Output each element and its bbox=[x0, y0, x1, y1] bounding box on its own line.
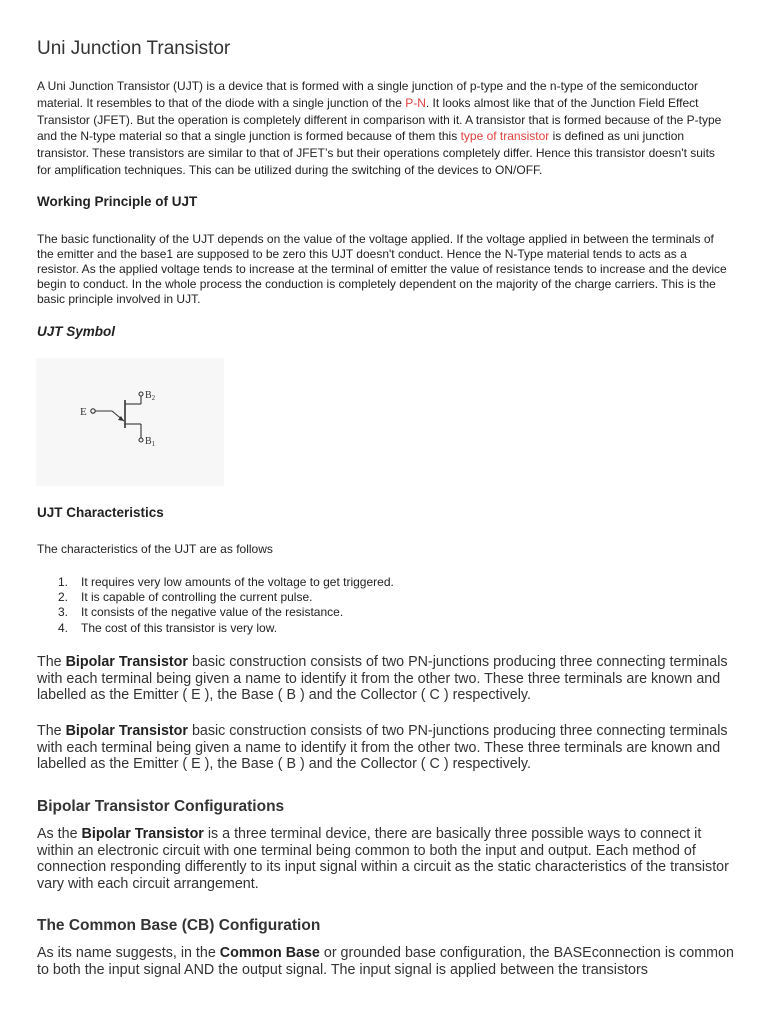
characteristics-list bbox=[37, 575, 394, 636]
ujt-symbol-heading: UJT Symbol bbox=[37, 324, 116, 339]
common-base-paragraph: As its name suggests, in the Common Base or grounded base configuration, the BASEconnection is common to both the input signal AND the output signal. The input signal is applied between the transistors bbox=[37, 945, 734, 978]
list-item: 3. It consists of the negative value of the resistance. bbox=[58, 605, 344, 620]
list-item: 2. It is capable of controlling the current pulse. bbox=[58, 590, 313, 605]
b1-terminal bbox=[139, 438, 143, 442]
ujt-symbol-figure bbox=[36, 358, 224, 486]
b2-terminal bbox=[139, 392, 143, 396]
bipolar-paragraph-2: The Bipolar Transistor basic construction consists of two PN-junctions producing three connecting terminals with each terminal being given a name to identify it from the other two. These three terminals are known and labelled as the Emitter ( E ), the Base ( B ) and the Collector ( C ) respectively. bbox=[37, 723, 728, 772]
ujt-symbol-diagram bbox=[36, 358, 224, 486]
b1-label: $B_1$ bbox=[145, 436, 156, 448]
page-title: Uni Junction Transistor bbox=[37, 38, 231, 59]
intro-paragraph: A Uni Junction Transistor (UJT) is a device that is formed with a single junction of p-type and the n-type of the semiconductor material. It resembles to that of the diode with a single junction of the P-N. It looks almost like that of the Junction Field Effect Transistor (JFET). But the operation is completely different in comparison with it. A transistor that is formed because of the P-type and the N-type material so that a single junction is formed because of them this type of transistor is defined as uni junction transistor. These transistors are similar to that of JFET’s but their operations completely differ. Hence this transistor doesn't suits for amplification techniques. This can be utilized during the switching of the devices to ON/OFF. bbox=[37, 79, 722, 177]
working-principle-heading: Working Principle of UJT bbox=[37, 194, 198, 209]
characteristics-intro: The characteristics of the UJT are as follows bbox=[37, 542, 273, 556]
list-item: 4. The cost of this transistor is very low. bbox=[58, 620, 278, 635]
bipolar-paragraph-1: The Bipolar Transistor basic construction consists of two PN-junctions producing three connecting terminals with each terminal being given a name to identify it from the other two. These three terminals are known and labelled as the Emitter ( E ), the Base ( B ) and the Collector ( C ) respectively. bbox=[37, 654, 728, 703]
working-principle-paragraph: The basic functionality of the UJT depends on the value of the voltage applied. If the voltage applied in between the terminals of the emitter and the base1 are supposed to be zero this UJT doesn't conduct. Hence the N-Type material tends to acts as a resistor. As the applied voltage tends to increase at the terminal of emitter the value of resistance tends to increase and the device begin to conduct. In the whole process the conduction is completely dependent on the majority of the charge carriers. This is the basic principle involved in UJT. bbox=[37, 232, 727, 306]
p-n-link[interactable]: P-N bbox=[405, 95, 426, 110]
b2-label: $B_2$ bbox=[145, 390, 156, 402]
emitter-label: E bbox=[80, 406, 87, 418]
list-item: 1. It requires very low amounts of the voltage to get triggered. bbox=[58, 575, 394, 589]
ujt-characteristics-heading: UJT Characteristics bbox=[37, 505, 164, 520]
configurations-heading: Bipolar Transistor Configurations bbox=[37, 798, 285, 815]
configurations-paragraph: As the Bipolar Transistor is a three terminal device, there are basically three possible ways to connect it within an electronic circuit with one terminal being common to both the input and output. Each method of connection responding differently to its input signal within a circuit as the static characteristics of the transistor vary with each circuit arrangement. bbox=[37, 826, 729, 892]
type-of-transistor-link[interactable]: type of transistor bbox=[460, 129, 550, 144]
common-base-heading: The Common Base (CB) Configuration bbox=[37, 917, 321, 934]
emitter-terminal bbox=[91, 409, 95, 413]
